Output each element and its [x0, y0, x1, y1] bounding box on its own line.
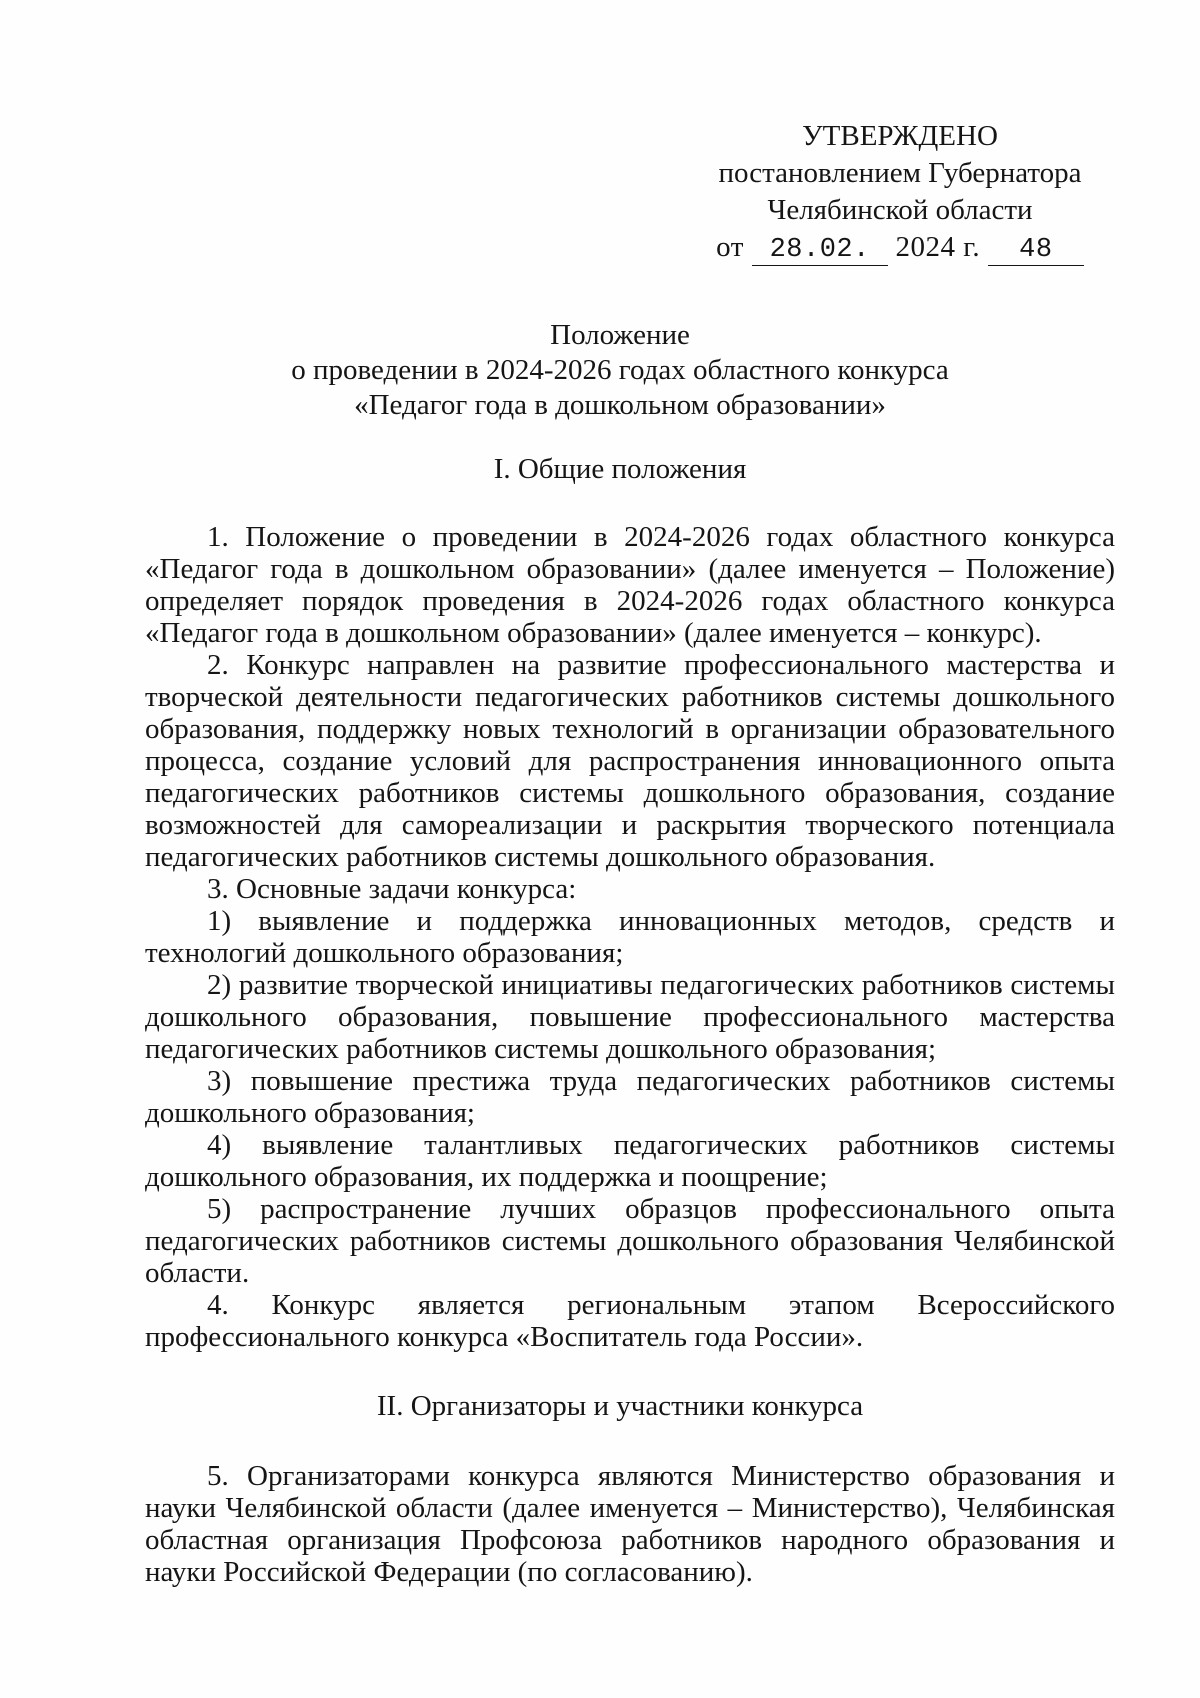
- title-line-2: о проведении в 2024-2026 годах областного конкурса: [291, 354, 949, 386]
- task-item-2: 2) развитие творческой инициативы педагогических работников системы дошкольного образования, повышение профессионального мастерства педагогических работников системы дошкольного образования;: [145, 969, 1115, 1065]
- section-1-heading: I. Общие положения: [493, 453, 747, 485]
- title-line-3: «Педагог года в дошкольном образовании»: [354, 389, 886, 421]
- section-2-body: [145, 1460, 1115, 1588]
- paragraph-2: 2. Конкурс направлен на развитие профессионального мастерства и творческой деятельности педагогических работников системы дошкольного образования, поддержку новых технологий в организации образовательного процесса, создание условий для распространения инновационного опыта педагогических работников системы дошкольного образования, создание возможностей для самореализации и раскрытия творческого потенциала педагогических работников системы дошкольного образования.: [145, 649, 1115, 873]
- task-item-4: 4) выявление талантливых педагогических работников системы дошкольного образования, их поддержка и поощрение;: [145, 1129, 1115, 1193]
- document-title: [140, 318, 1100, 423]
- paragraph-5: 5. Организаторами конкурса являются Министерство образования и науки Челябинской области (далее именуется – Министерство), Челябинская областная организация Профсоюза работников народного образования и науки Российской Федерации (по согласованию).: [145, 1460, 1115, 1588]
- approval-number: 48: [988, 235, 1084, 266]
- paragraph-1: 1. Положение о проведении в 2024-2026 годах областного конкурса «Педагог года в дошкольном образовании» (далее именуется – Положение) определяет порядок проведения в 2024-2026 годах областного конкурса «Педагог года в дошкольном образовании» (далее именуется – конкурс).: [145, 521, 1115, 649]
- section-1-body: [145, 521, 1115, 1353]
- task-item-3: 3) повышение престижа труда педагогических работников системы дошкольного образования;: [145, 1065, 1115, 1129]
- approval-date-line: [700, 229, 1100, 266]
- title-line-1: Положение: [550, 319, 690, 351]
- paragraph-4: 4. Конкурс является региональным этапом Всероссийского профессионального конкурса «Воспитатель года России».: [145, 1289, 1115, 1353]
- date-prefix: от: [716, 231, 744, 263]
- task-item-5: 5) распространение лучших образцов профессионального опыта педагогических работников системы дошкольного образования Челябинской области.: [145, 1193, 1115, 1289]
- paragraph-3: 3. Основные задачи конкурса:: [207, 873, 577, 905]
- section-2-heading: II. Организаторы и участники конкурса: [376, 1390, 864, 1422]
- approval-line-region: Челябинской области: [767, 194, 1033, 226]
- approval-line-governor: постановлением Губернатора: [718, 157, 1082, 189]
- approval-block: [700, 118, 1100, 266]
- approved-label: УТВЕРЖДЕНО: [802, 120, 998, 152]
- approval-date: 28.02.: [752, 235, 888, 266]
- task-item-1: 1) выявление и поддержка инновационных методов, средств и технологий дошкольного образования;: [145, 905, 1115, 969]
- approval-year: 2024 г.: [895, 231, 981, 263]
